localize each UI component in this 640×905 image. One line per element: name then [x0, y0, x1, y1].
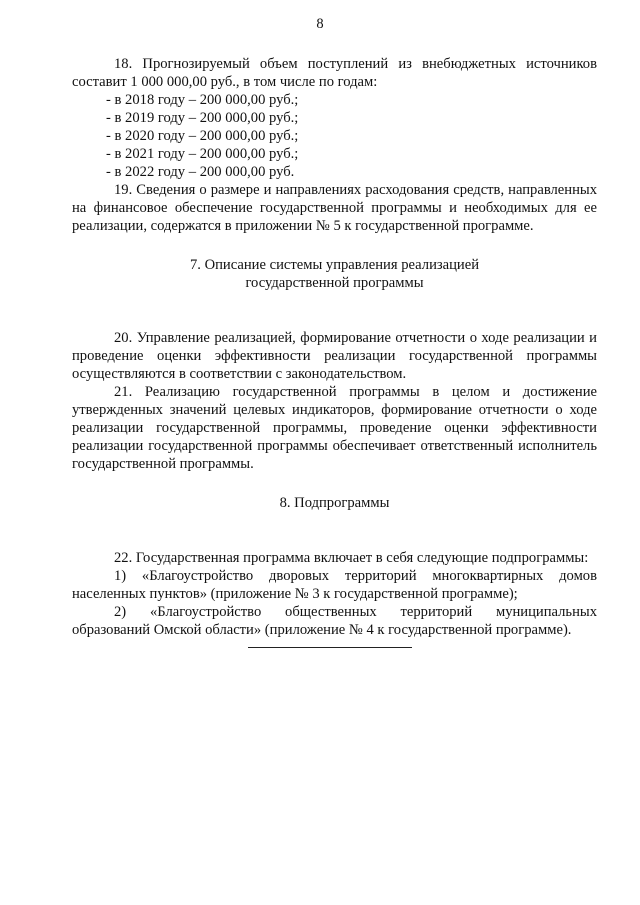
year-item-2020: - в 2020 году – 200 000,00 руб.;: [106, 128, 299, 144]
section-7-heading-line2: государственной программы: [245, 275, 424, 291]
section-7-heading: [72, 256, 597, 292]
document-body: [72, 55, 597, 639]
section-8-heading: 8. Подпрограммы: [279, 495, 390, 511]
paragraph-21: 21. Реализацию государственной программы в целом и достижение утвержденных значений целевых индикаторов, формирование отчетности о ходе реализации государственной программы, проведение оценки эффективности реализации государственной программы обеспечивает ответственный исполнитель государственной программы.: [72, 384, 597, 472]
subprogram-1: 1) «Благоустройство дворовых территорий многоквартирных домов населенных пунктов» (приложение № 3 к государственной программе);: [72, 568, 597, 602]
paragraph-19: 19. Сведения о размере и направлениях расходования средств, направленных на финансовое обеспечение государственной программы и необходимых для ее реализации, содержатся в приложении № 5 к государственной программе.: [72, 182, 597, 234]
page-number: 8: [316, 16, 324, 32]
paragraph-18: 18. Прогнозируемый объем поступлений из внебюджетных источников составит 1 000 000,00 руб., в том числе по годам:: [72, 56, 597, 90]
year-item-2019: - в 2019 году – 200 000,00 руб.;: [106, 110, 299, 126]
subprogram-2: 2) «Благоустройство общественных территорий муниципальных образований Омской области» (приложение № 4 к государственной программе).: [72, 604, 597, 638]
closing-rule: [248, 647, 412, 648]
year-item-2021: - в 2021 году – 200 000,00 руб.;: [106, 146, 299, 162]
year-item-2018: - в 2018 году – 200 000,00 руб.;: [106, 92, 299, 108]
section-7-heading-line1: 7. Описание системы управления реализацией: [189, 257, 480, 273]
paragraph-22: 22. Государственная программа включает в себя следующие подпрограммы:: [114, 550, 589, 566]
year-item-2022: - в 2022 году – 200 000,00 руб.: [106, 164, 295, 180]
paragraph-20: 20. Управление реализацией, формирование отчетности о ходе реализации и проведение оценки эффективности реализации государственной программы осуществляются в соответствии с законодательством.: [72, 330, 597, 382]
